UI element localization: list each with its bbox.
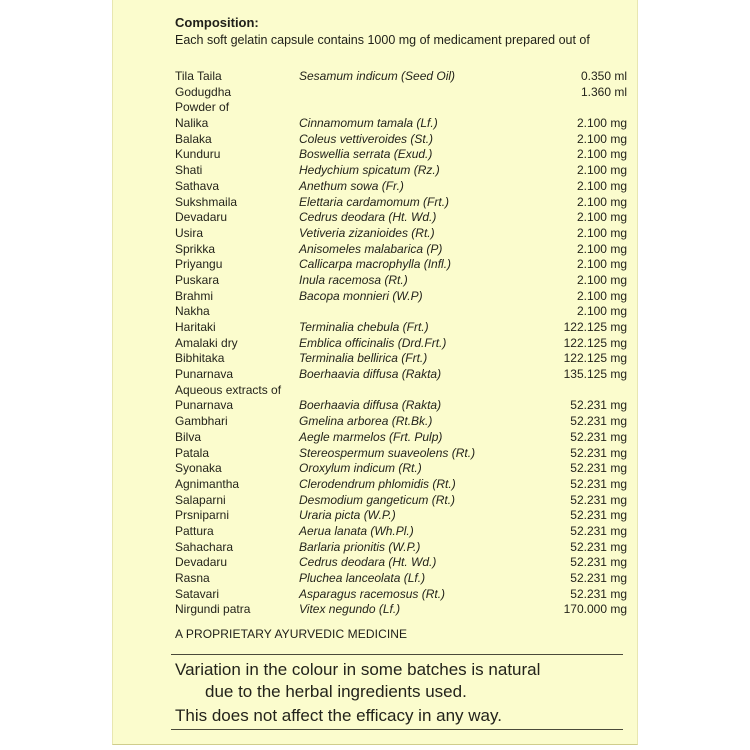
ingredient-row	[113, 367, 637, 383]
ingredient-quantity: 1.360 ml	[580, 84, 627, 99]
ingredient-name: Pattura	[175, 523, 214, 538]
ingredient-row	[113, 304, 637, 320]
ingredient-latin-name: Aerua lanata (Wh.Pl.)	[299, 523, 414, 538]
ingredient-row	[113, 446, 637, 462]
ingredient-name: Aqueous extracts of	[175, 382, 282, 397]
ingredient-row	[113, 179, 637, 195]
ingredient-name: Bilva	[175, 429, 202, 444]
ingredient-latin-name: Oroxylum indicum (Rt.)	[299, 461, 422, 476]
ingredient-row	[113, 69, 637, 85]
ingredient-name: Nalika	[175, 116, 209, 131]
ingredient-latin-name: Elettaria cardamomum (Frt.)	[299, 194, 450, 209]
ingredient-latin-name: Pluchea lanceolata (Lf.)	[299, 571, 426, 585]
ingredient-quantity: 170.000 mg	[563, 602, 627, 617]
ingredient-row	[113, 430, 637, 446]
ingredient-name: Kunduru	[175, 147, 221, 162]
ingredient-name: Devadaru	[175, 210, 228, 225]
ingredient-quantity: 52.231 mg	[570, 476, 627, 491]
ingredient-row	[113, 508, 637, 524]
ingredient-row	[113, 289, 637, 305]
ingredient-latin-name: Boerhaavia diffusa (Rakta)	[299, 367, 442, 382]
ingredient-row	[113, 524, 637, 540]
ingredient-quantity: 52.231 mg	[570, 461, 627, 476]
ingredient-quantity: 2.100 mg	[576, 288, 627, 303]
notice-line-1: Variation in the colour in some batches is natural	[175, 660, 541, 679]
ingredient-quantity: 2.100 mg	[576, 241, 627, 256]
variation-notice	[171, 654, 623, 730]
ingredient-quantity: 52.231 mg	[570, 445, 627, 460]
ingredient-latin-name: Callicarpa macrophylla (Infl.)	[299, 257, 452, 272]
ingredient-row	[113, 226, 637, 242]
ingredient-quantity: 2.100 mg	[576, 272, 627, 287]
ingredient-name: Balaka	[175, 131, 212, 146]
ingredient-latin-name: Emblica officinalis (Drd.Frt.)	[299, 335, 447, 350]
ingredient-row	[113, 320, 637, 336]
ingredient-name: Rasna	[175, 571, 210, 585]
ingredient-name: Nakha	[175, 304, 210, 319]
ingredient-latin-name: Coleus vettiveroides (St.)	[299, 131, 434, 146]
ingredient-name: Haritaki	[175, 320, 216, 334]
ingredient-latin-name: Barlaria prionitis (W.P.)	[299, 539, 421, 554]
proprietary-note: A PROPRIETARY AYURVEDIC MEDICINE	[175, 627, 408, 641]
ingredient-name: Gambhari	[175, 414, 228, 429]
ingredient-name: Sathava	[175, 178, 220, 193]
ingredient-name: Satavari	[175, 586, 220, 601]
ingredient-latin-name: Cedrus deodara (Ht. Wd.)	[299, 555, 437, 570]
ingredient-quantity: 2.100 mg	[576, 194, 627, 209]
ingredient-quantity: 2.100 mg	[576, 163, 627, 178]
ingredient-name: Bibhitaka	[175, 351, 225, 366]
ingredient-row	[113, 210, 637, 226]
ingredient-quantity: 2.100 mg	[576, 257, 627, 272]
ingredient-row	[113, 85, 637, 101]
ingredient-row	[113, 351, 637, 367]
ingredient-quantity: 52.231 mg	[570, 586, 627, 601]
ingredient-row	[113, 147, 637, 163]
composition-heading: Composition:	[175, 15, 259, 30]
ingredient-latin-name: Vetiveria zizanioides (Rt.)	[299, 225, 435, 240]
ingredient-row	[113, 336, 637, 352]
ingredient-quantity: 2.100 mg	[576, 304, 627, 319]
ingredient-quantity: 52.231 mg	[570, 429, 627, 444]
ingredient-quantity: 2.100 mg	[576, 131, 627, 146]
ingredient-row	[113, 493, 637, 509]
ingredient-quantity: 52.231 mg	[570, 398, 627, 413]
ingredient-latin-name: Hedychium spicatum (Rz.)	[299, 163, 440, 178]
ingredient-quantity: 52.231 mg	[570, 508, 627, 523]
ingredient-latin-name: Desmodium gangeticum (Rt.)	[299, 492, 456, 507]
ingredient-row	[113, 257, 637, 273]
ingredient-latin-name: Boswellia serrata (Exud.)	[299, 147, 433, 162]
ingredient-latin-name: Uraria picta (W.P.)	[299, 508, 396, 523]
composition-label	[112, 0, 638, 745]
ingredient-row	[113, 242, 637, 258]
ingredient-name: Punarnava	[175, 398, 234, 413]
ingredient-row	[113, 132, 637, 148]
composition-intro: Each soft gelatin capsule contains 1000 mg of medicament prepared out of	[175, 33, 590, 47]
ingredient-latin-name: Stereospermum suaveolens (Rt.)	[299, 445, 476, 460]
ingredient-row	[113, 571, 637, 587]
ingredient-name: Amalaki dry	[175, 335, 238, 350]
ingredient-latin-name: Aegle marmelos (Frt. Pulp)	[299, 429, 443, 444]
ingredient-name: Devadaru	[175, 555, 228, 570]
ingredient-quantity: 0.350 ml	[580, 69, 627, 83]
ingredient-name: Tila Taila	[175, 69, 222, 83]
ingredient-row	[113, 477, 637, 493]
ingredient-latin-name: Cinnamomum tamala (Lf.)	[299, 116, 438, 131]
ingredient-latin-name: Boerhaavia diffusa (Rakta)	[299, 398, 442, 413]
ingredient-row	[113, 587, 637, 603]
ingredient-latin-name: Gmelina arborea (Rt.Bk.)	[299, 414, 433, 429]
ingredient-row	[113, 195, 637, 211]
ingredient-row	[113, 555, 637, 571]
ingredient-latin-name: Sesamum indicum (Seed Oil)	[299, 69, 456, 83]
ingredient-row	[113, 116, 637, 132]
ingredient-name: Priyangu	[175, 257, 223, 272]
ingredient-quantity: 2.100 mg	[576, 225, 627, 240]
ingredient-latin-name: Terminalia bellirica (Frt.)	[299, 351, 428, 366]
ingredient-name: Shati	[175, 163, 203, 178]
ingredient-latin-name: Anisomeles malabarica (P)	[299, 241, 443, 256]
ingredient-quantity: 52.231 mg	[570, 555, 627, 570]
ingredient-table	[113, 69, 637, 618]
ingredient-quantity: 135.125 mg	[563, 367, 627, 382]
ingredient-latin-name: Bacopa monnieri (W.P)	[299, 288, 423, 303]
ingredient-name: Agnimantha	[175, 476, 240, 491]
ingredient-name: Syonaka	[175, 461, 222, 476]
ingredient-name: Sahachara	[175, 539, 234, 554]
ingredient-quantity: 122.125 mg	[563, 320, 627, 334]
ingredient-name: Godugdha	[175, 84, 232, 99]
notice-line-2: due to the herbal ingredients used.	[205, 682, 467, 701]
ingredient-row	[113, 100, 637, 116]
ingredient-row	[113, 461, 637, 477]
ingredient-latin-name: Asparagus racemosus (Rt.)	[299, 586, 446, 601]
ingredient-name: Punarnava	[175, 367, 234, 382]
ingredient-latin-name: Cedrus deodara (Ht. Wd.)	[299, 210, 437, 225]
ingredient-row	[113, 540, 637, 556]
ingredient-row	[113, 163, 637, 179]
ingredient-row	[113, 383, 637, 399]
ingredient-name: Prsniparni	[175, 508, 230, 523]
ingredient-latin-name: Anethum sowa (Fr.)	[299, 178, 404, 193]
ingredient-quantity: 2.100 mg	[576, 210, 627, 225]
ingredient-quantity: 52.231 mg	[570, 539, 627, 554]
ingredient-name: Usira	[175, 225, 204, 240]
notice-line-3: This does not affect the efficacy in any way.	[175, 706, 502, 725]
ingredient-quantity: 2.100 mg	[576, 116, 627, 131]
ingredient-quantity: 52.231 mg	[570, 492, 627, 507]
ingredient-quantity: 122.125 mg	[563, 335, 627, 350]
ingredient-latin-name: Vitex negundo (Lf.)	[299, 602, 401, 617]
ingredient-quantity: 52.231 mg	[570, 523, 627, 538]
ingredient-name: Patala	[175, 445, 210, 460]
ingredient-quantity: 52.231 mg	[570, 414, 627, 429]
ingredient-quantity: 2.100 mg	[576, 178, 627, 193]
ingredient-name: Sprikka	[175, 241, 216, 256]
ingredient-latin-name: Inula racemosa (Rt.)	[299, 272, 408, 287]
ingredient-name: Brahmi	[175, 288, 214, 303]
ingredient-name: Powder of	[175, 100, 230, 115]
ingredient-name: Nirgundi patra	[175, 602, 251, 617]
ingredient-latin-name: Clerodendrum phlomidis (Rt.)	[299, 476, 456, 491]
ingredient-row	[113, 414, 637, 430]
ingredient-latin-name: Terminalia chebula (Frt.)	[299, 320, 429, 334]
ingredient-quantity: 52.231 mg	[570, 571, 627, 585]
ingredient-row	[113, 602, 637, 618]
ingredient-row	[113, 398, 637, 414]
ingredient-name: Sukshmaila	[175, 194, 238, 209]
ingredient-quantity: 2.100 mg	[576, 147, 627, 162]
ingredient-name: Puskara	[175, 272, 220, 287]
ingredient-quantity: 122.125 mg	[563, 351, 627, 366]
ingredient-name: Salaparni	[175, 492, 226, 507]
ingredient-row	[113, 273, 637, 289]
